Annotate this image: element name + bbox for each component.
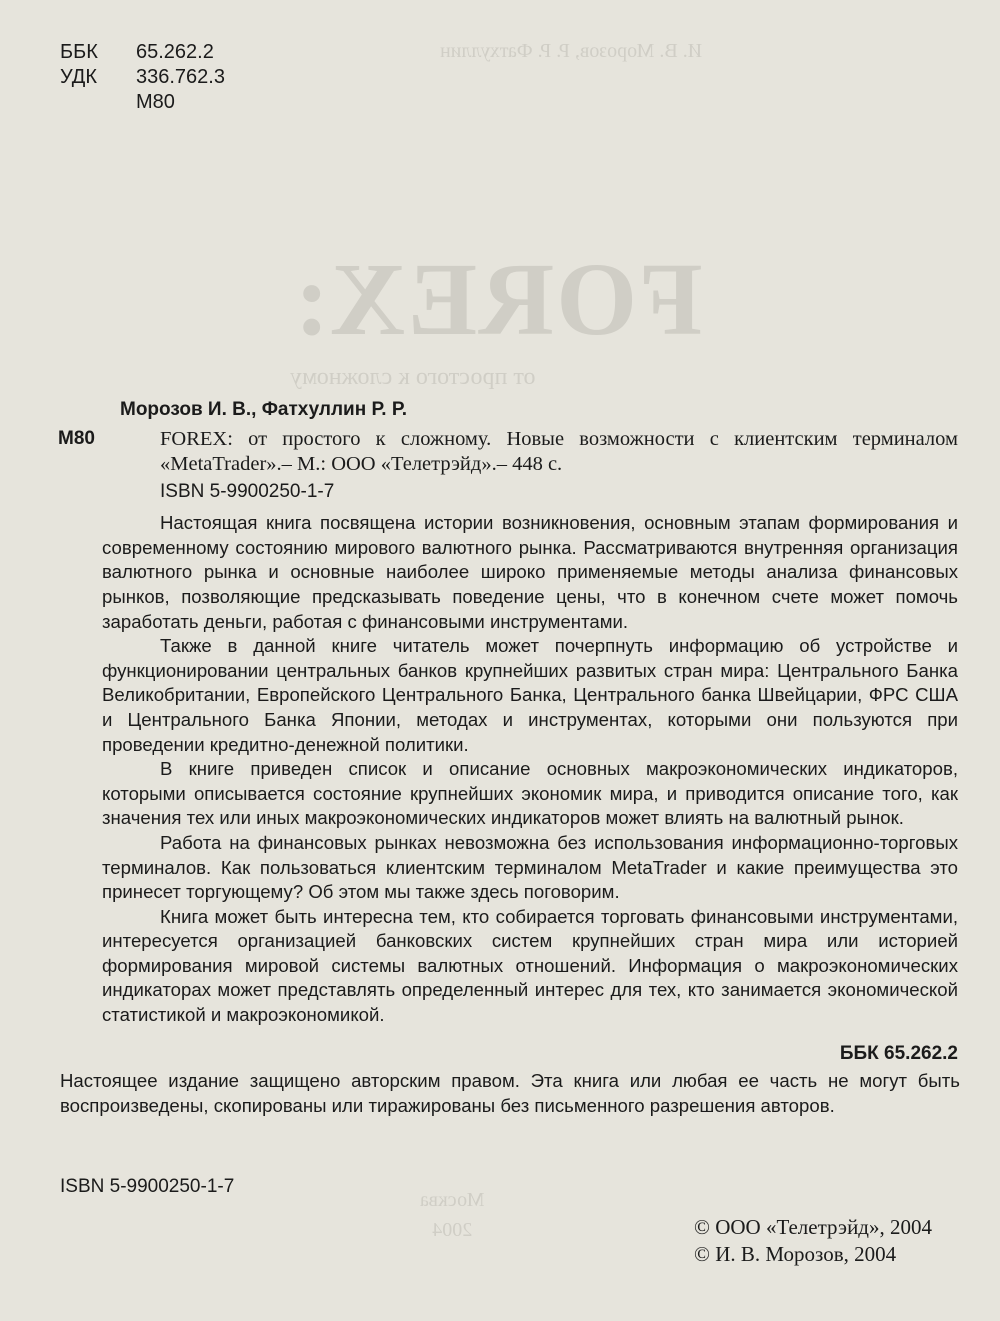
bleed-through-year: 2004	[432, 1219, 473, 1241]
abstract-paragraph: Книга может быть интересна тем, кто собирается торговать финансовыми инструментами, интересуется организацией банковских систем крупнейших стран мира или историей формирования мировой системы валютных отношений. Информация о макроэкономических индикаторах может представлять определенный интерес для тех, кто занимается экономической статистикой и макроэкономикой.	[102, 905, 958, 1026]
card-mark: М80	[58, 427, 95, 449]
bleed-through-city: Москва	[420, 1189, 485, 1211]
abstract-paragraph: Настоящая книга посвящена истории возникновения, основным этапам формирования и современному состоянию мирового валютного рынка. Рассматриваются внутренняя организация валютного рынка и основные наиболее широко применяемые методы анализа финансовых рынков, позволяющие предсказывать поведение цены, что в конечном счете может помочь заработать деньги, работая с финансовыми инструментами.	[102, 512, 958, 632]
card-isbn: ISBN 5-9900250-1-7	[160, 481, 335, 503]
author-mark: М80	[136, 91, 175, 113]
card-authors: Морозов И. В., Фатхуллин Р. Р.	[120, 399, 407, 420]
card-abstract	[58, 511, 958, 1027]
abstract-paragraph: В книге приведен список и описание основных макроэкономических индикаторов, которыми описывается состояние крупнейших экономик мира, и приводится описание того, как значения тех или иных макроэкономических индикаторов может влиять на валютный рынок.	[102, 758, 958, 829]
isbn-bottom: ISBN 5-9900250-1-7	[60, 1176, 235, 1197]
bleed-through-city-year	[420, 1185, 484, 1245]
copyright-lines	[694, 1214, 932, 1268]
udk-label: УДК	[60, 66, 98, 88]
abstract-paragraph: Работа на финансовых рынках невозможна без использования информационно-торговых терминалов. Как пользоваться клиентским терминалом MetaTrader и какие преимущества это принесет торгующему? Об этом мы также здесь поговорим.	[102, 831, 958, 903]
bbk-label: ББК	[60, 41, 98, 63]
card-bbk: ББК 65.262.2	[839, 1042, 958, 1064]
abstract-paragraph: Также в данной книге читатель может почерпнуть информацию об устройстве и функционировании центральных банков крупнейших развитых стран мира: Центрального Банка Великобритании, Европейского Центрального Банка, Центрального банка Швейцарии, ФРС США и Центрального Банка Японии, методах и инструментах, которыми они пользуются при проведении кредитно-денежной политики.	[102, 635, 958, 755]
copyright-notice: Настоящее издание защищено авторским правом. Эта книга или любая ее часть не могут быть воспроизведены, скопированы или тиражированы без письменного разрешения авторов.	[60, 1070, 960, 1116]
bleed-through-subtitle: от простого к сложному	[290, 364, 536, 390]
bleed-through-title: FOREX:	[292, 242, 703, 357]
copyright-line: © ООО «Телетрэйд», 2004	[694, 1215, 932, 1239]
catalog-card	[58, 398, 958, 1066]
card-entry	[58, 427, 958, 477]
classification-codes	[60, 40, 225, 115]
udk-code	[60, 65, 225, 90]
copyright-line: © И. В. Морозов, 2004	[694, 1242, 897, 1266]
card-description: FOREX: от простого к сложному. Новые возможности с клиентским терминалом «MetaTrader».– М.: ООО «Телетрэйд».– 448 с.	[160, 427, 958, 475]
udk-value: 336.762.3	[136, 66, 225, 88]
bbk-value: 65.262.2	[136, 41, 214, 63]
bbk-code	[60, 40, 225, 65]
bleed-through-authors: И. В. Морозов, Р. Р. Фатхуллин	[440, 40, 703, 62]
